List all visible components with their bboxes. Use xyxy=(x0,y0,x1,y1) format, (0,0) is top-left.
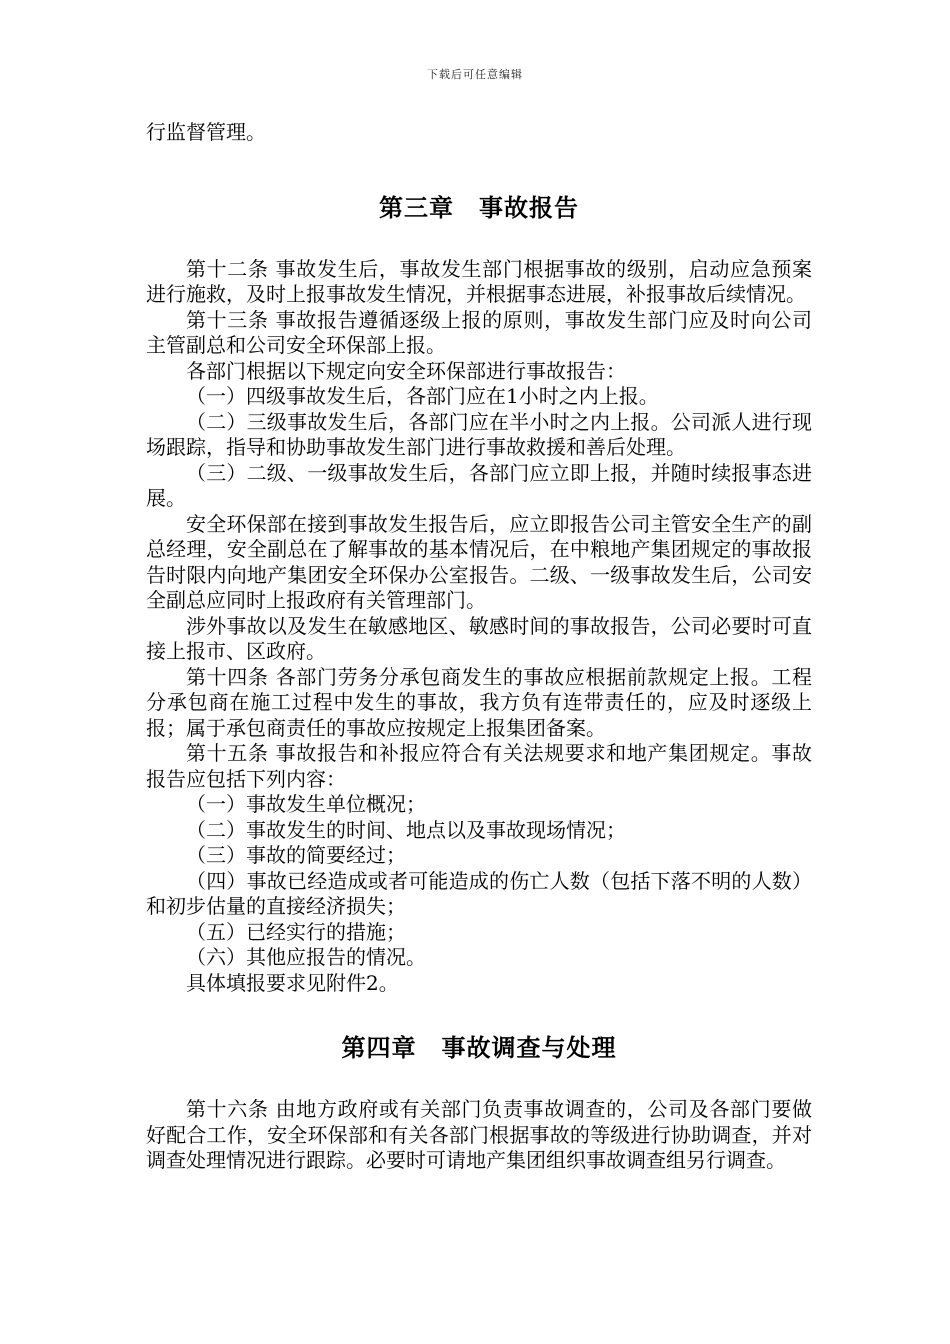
article-16: 第十六条 由地方政府或有关部门负责事故调查的，公司及各部门要做好配合工作，安全环保部和有关各部门根据事故的等级进行协助调查，并对调查处理情况进行跟踪。必要时可请地产集团组织事故调查组另行调查。 xyxy=(146,1097,812,1172)
article-14: 第十四条 各部门劳务分承包商发生的事故应根据前款规定上报。工程分承包商在施工过程中发生的事故，我方负有连带责任的，应及时逐级上报；属于承包商责任的事故应按规定上报集团备案。 xyxy=(146,664,812,740)
report-item-6: （六）其他应报告的情况。 xyxy=(186,945,426,969)
paragraph-continuation: 行监督管理。 xyxy=(146,120,266,144)
item-level-4: （一）四级事故发生后，各部门应在1小时之内上报。 xyxy=(186,384,659,408)
item-level-3: （二）三级事故发生后，各部门应在半小时之内上报。公司派人进行现场跟踪，指导和协助事故发生部门进行事故救援和善后处理。 xyxy=(146,409,812,459)
paragraph-safety-dept: 安全环保部在接到事故发生报告后，应立即报告公司主管安全生产的副总经理，安全副总在了解事故的基本情况后，在中粮地产集团规定的事故报告时限内向地产集团安全环保办公室报告。二级、一级事故发生后，公司安全副总应同时上报政府有关管理部门。 xyxy=(146,511,812,612)
paragraph-foreign-accident: 涉外事故以及发生在敏感地区、敏感时间的事故报告，公司必要时可直接上报市、区政府。 xyxy=(146,613,812,663)
report-item-5: （五）已经实行的措施； xyxy=(186,919,406,944)
report-item-2: （二）事故发生的时间、地点以及事故现场情况； xyxy=(186,817,626,842)
paragraph-attachment: 具体填报要求见附件2。 xyxy=(186,970,399,995)
paragraph-report-rules: 各部门根据以下规定向安全环保部进行事故报告： xyxy=(186,358,626,383)
article-13: 第十三条 事故报告遵循逐级上报的原则，事故发生部门应及时向公司主管副总和公司安全环保部上报。 xyxy=(146,307,812,357)
report-item-4: （四）事故已经造成或者可能造成的伤亡人数（包括下落不明的人数）和初步估量的直接经济损失； xyxy=(146,868,812,918)
article-12: 第十二条 事故发生后，事故发生部门根据事故的级别，启动应急预案进行施救，及时上报事故发生情况，并根据事态进展，补报事故后续情况。 xyxy=(146,256,812,306)
report-item-1: （一）事故发生单位概况； xyxy=(186,792,426,816)
report-item-3: （三）事故的简要经过； xyxy=(186,843,406,867)
chapter-heading-4: 第四章 事故调查与处理 xyxy=(341,1033,617,1062)
item-level-2-1: （三）二级、一级事故发生后，各部门应立即上报，并随时续报事态进展。 xyxy=(146,460,812,510)
document-body xyxy=(146,120,812,1174)
article-15: 第十五条 事故报告和补报应符合有关法规要求和地产集团规定。事故报告应包括下列内容： xyxy=(146,741,812,791)
chapter-heading-3: 第三章 事故报告 xyxy=(379,192,579,222)
page-header-note: 下载后可任意编辑 xyxy=(427,68,523,81)
